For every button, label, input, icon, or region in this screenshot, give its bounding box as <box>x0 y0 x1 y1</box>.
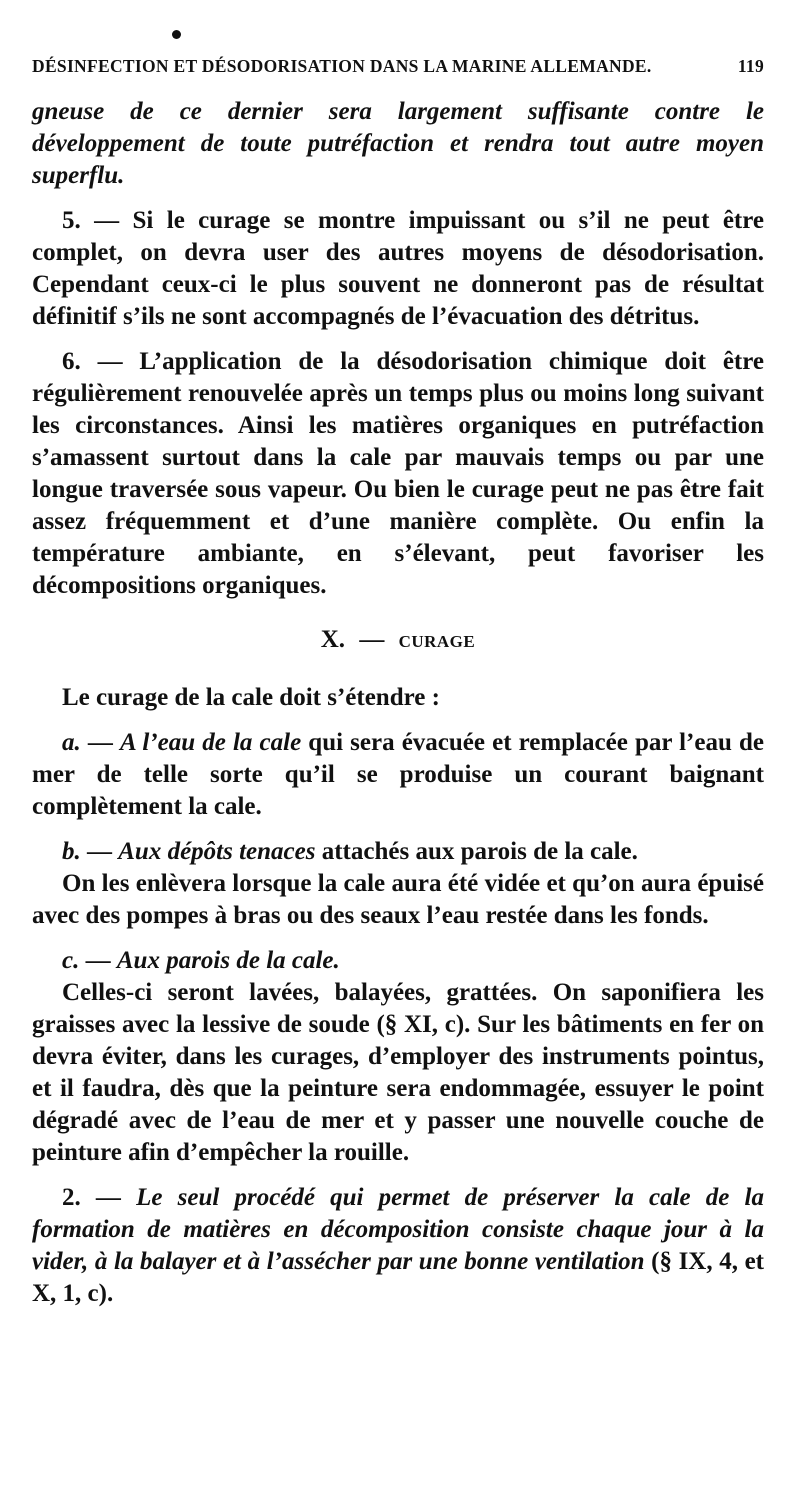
item-a-dash: — <box>80 729 120 756</box>
item-a <box>32 727 764 823</box>
print-dot <box>172 30 181 39</box>
item-c-dash: — <box>79 947 117 974</box>
paragraph-continuation: gneuse de ce dernier sera largement suffisante contre le développement de toute putréfaction et rendra tout autre moyen superflu. <box>32 98 764 189</box>
page-number: 119 <box>737 56 764 76</box>
item-b-text: attachés aux parois de la cale. <box>315 838 638 865</box>
item-a-italic: A l’eau de la cale <box>119 729 302 756</box>
running-head <box>32 56 764 77</box>
paragraph-2 <box>32 1182 764 1310</box>
item-b-detail: On les enlèvera lorsque la cale aura été vidée et qu’on aura épuisé avec des pompes à bras ou des seaux l’eau restée dans les fonds. <box>32 870 764 929</box>
paragraph-2-dash: — <box>80 1184 137 1211</box>
section-dash: — <box>359 626 385 653</box>
curage-intro: Le curage de la cale doit s’étendre : <box>62 684 440 711</box>
item-c-italic: Aux parois de la cale. <box>116 947 340 974</box>
paragraph-5-number: 5. <box>62 207 81 234</box>
section-number: X. <box>320 626 346 653</box>
paragraph-5-text: — Si le curage se montre impuissant ou s’il ne peut être complet, on devra user des autres moyens de désodorisation. Cependant ceux-ci le plus souvent ne donneront pas de résultat définitif s’ils ne sont accompagnés de l’évacuation des détritus. <box>32 207 764 330</box>
paragraph-2-reference: (§ IX, 4, et X, 1, c). <box>32 1248 764 1307</box>
body-text <box>32 96 764 1310</box>
paragraph-5 <box>32 205 764 333</box>
item-b-dash: — <box>80 838 119 865</box>
paragraph-2-italic: Le seul procédé qui permet de préserver la cale de la formation de matières en décomposition consiste chaque jour à la vider, à la balayer et à l’assécher par une bonne ventilation <box>32 1184 765 1275</box>
item-b-label: b. <box>62 838 81 865</box>
paragraph-6-text: — L’application de la désodorisation chimique doit être régulièrement renouvelée après un temps plus ou moins long suivant les circonstances. Ainsi les matières organiques en putréfaction s’amassent surtout dans la cale par mauvais temps ou par une longue traversée sous vapeur. Ou bien le curage peut ne pas être fait assez fréquemment et d’une manière complète. Ou enfin la température ambiante, en s’élevant, peut favoriser les décompositions organiques. <box>32 348 764 599</box>
paragraph-6 <box>32 346 764 602</box>
item-a-text: qui sera évacuée et remplacée par l’eau de mer de telle sorte qu’il se produise un courant baignant complètement la cale. <box>32 729 764 820</box>
item-a-label: a. <box>62 729 81 756</box>
paragraph-6-number: 6. <box>62 348 81 375</box>
section-heading <box>32 624 764 658</box>
item-c <box>32 945 764 977</box>
item-c-label: c. <box>62 947 80 974</box>
paragraph-2-number: 2. <box>62 1184 81 1211</box>
item-b <box>32 836 764 868</box>
section-title: CURAGE <box>398 632 476 651</box>
running-title: DÉSINFECTION ET DÉSODORISATION DANS LA MARINE ALLEMANDE. <box>32 56 652 76</box>
item-b-italic: Aux dépôts tenaces <box>118 838 316 865</box>
item-c-detail: Celles-ci seront lavées, balayées, grattées. On saponifiera les graisses avec la lessive de soude (§ XI, c). Sur les bâtiments en fer on devra éviter, dans les curages, d’employer des instruments pointus, et il faudra, dès que la peinture sera endommagée, essuyer le point dégradé avec de l’eau de mer et y passer une nouvelle couche de peinture afin d’empêcher la rouille. <box>32 979 764 1166</box>
